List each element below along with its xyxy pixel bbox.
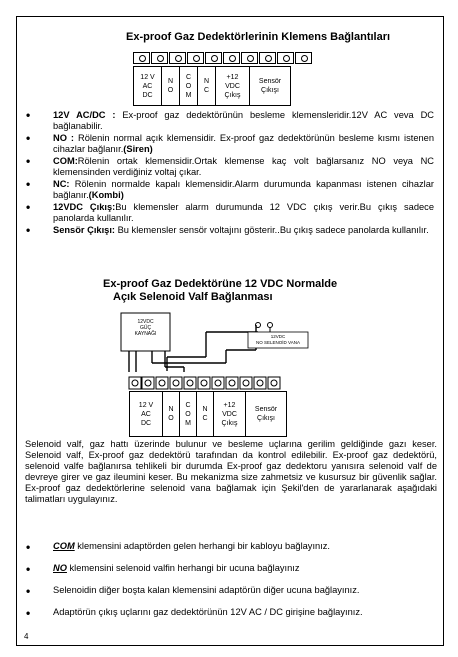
terminal-sensor: Sensör Çıkışı [258, 78, 282, 94]
instruction-list [26, 541, 436, 629]
terminal-screws-2 [129, 377, 280, 389]
terminal-com: C O M [180, 67, 198, 105]
terminal-12vdc: +12 VDC Çıkış [214, 392, 246, 436]
terminal-no: N O [162, 67, 180, 105]
terminal-nc: N C [198, 67, 216, 105]
terminal-descriptions [26, 110, 434, 236]
terminal-screw [151, 52, 168, 64]
list-item: • Adaptörün çıkış uçlarını gaz dedektörünün 12V AC / DC girişine bağlayınız. [26, 606, 363, 620]
bullet-icon: • [26, 108, 31, 122]
terminal-screw [241, 52, 258, 64]
list-item: • Selenoidin diğer boşta kalan klemensini adaptörün diğer ucuna bağlayınız. [26, 584, 360, 598]
section2-title-line2: Açık Selenoid Valf Bağlanması [113, 291, 273, 303]
bullet-icon: • [26, 562, 31, 576]
list-item: • Sensör Çıkışı: Bu klemensler sensör voltajını gösterir..Bu çıkış sadece panolarda kullanılır. [26, 223, 429, 237]
terminal-screw [187, 52, 204, 64]
bullet-icon: • [26, 177, 31, 191]
terminal-screw [277, 52, 294, 64]
list-item: • COM:Rölenin ortak klemensidir.Ortak klemense kaç volt bağlarsanız NO veya NC klemensinden verdiğiniz voltaj çıkar. [26, 154, 434, 177]
terminal-screws-1 [133, 52, 313, 64]
power-adaptor-label: 12VDC GÜÇ KAYNAĞI [134, 319, 157, 337]
terminal-block-1 [133, 66, 291, 106]
list-item: • COM klemensini adaptörden gelen herhangi bir kabloyu bağlayınız. [26, 540, 331, 554]
terminal-screw [295, 52, 312, 64]
bullet-icon: • [26, 606, 31, 620]
section1-title: Ex-proof Gaz Dedektörlerinin Klemens Bağlantıları [126, 31, 391, 43]
terminal-nc: N C [197, 392, 214, 436]
terminal-screw [205, 52, 222, 64]
terminal-12v: 12 V AC DC [130, 392, 163, 436]
bullet-icon: • [26, 200, 31, 214]
selenoid-valve-label: 12VDC NO SELENOİD VANA [256, 334, 300, 345]
list-item: • NC: Rölenin normalde kapalı klemensidir.Alarm durumunda kapanması istenen cihazlar bağlanır.(Kombi) [26, 177, 434, 200]
terminal-screw [169, 52, 186, 64]
list-item: • 12VDC Çıkış:Bu klemensler alarm durumunda 12 VDC çıkış verir.Bu çıkış sadece panolarda kullanılır. [26, 200, 434, 223]
page-number: 4 [24, 632, 29, 641]
list-item: • NO klemensini selenoid valfin herhangi bir ucuna bağlayınız [26, 562, 300, 576]
selenoid-paragraph: Selenoid valf, gaz hattı üzerinde bulunur ve besleme uçlarına gerilim geldiğinde gazı keser. Selenoid valf, Ex-proof gaz dedektörü tarafından da kontrol edilebilir. Ex-proof gaz dedektörü, selenoid valfe bağlanırsa tehlikeli bir durumda Ex-proof gaz dedektoru yanısıra selenoid valf de devreye girer ve gaz ileumini keser. Bu mekanizma size zahmetsiz ve kusursuz bir güvenlik sağlar. Ex-proof gaz dedektörlerine selenoid vana bağlamak için Şekil'den de yararlanarak aşağıdaki talimatları uygulayınız. [25, 439, 437, 504]
bullet-icon: • [26, 584, 31, 598]
bullet-icon: • [26, 540, 31, 554]
terminal-screw [223, 52, 240, 64]
list-item: • 12V AC/DC : Ex-proof gaz dedektörünün besleme klemensleridir.12V AC veva DC bağlanabilir. [26, 108, 434, 131]
terminal-sensor: Sensör Çıkışı [254, 406, 278, 422]
bullet-icon: • [26, 154, 31, 168]
bullet-icon: • [26, 131, 31, 145]
terminal-block-2 [129, 391, 287, 437]
terminal-screw [133, 52, 150, 64]
terminal-12v: 12 V AC DC [134, 67, 162, 105]
terminal-screw [259, 52, 276, 64]
list-item: • NO : Rölenin normal açık klemensidir. Ex-proof gaz dedektörünün besleme kısmı istenen cihazlar bağlanır.(Siren) [26, 131, 435, 154]
bullet-icon: • [26, 223, 31, 237]
terminal-com: C O M [180, 392, 197, 436]
section2-title-line1: Ex-proof Gaz Dedektörüne 12 VDC Normalde [103, 278, 338, 290]
terminal-12vdc: +12 VDC Çıkış [216, 67, 250, 105]
terminal-no: N O [163, 392, 180, 436]
